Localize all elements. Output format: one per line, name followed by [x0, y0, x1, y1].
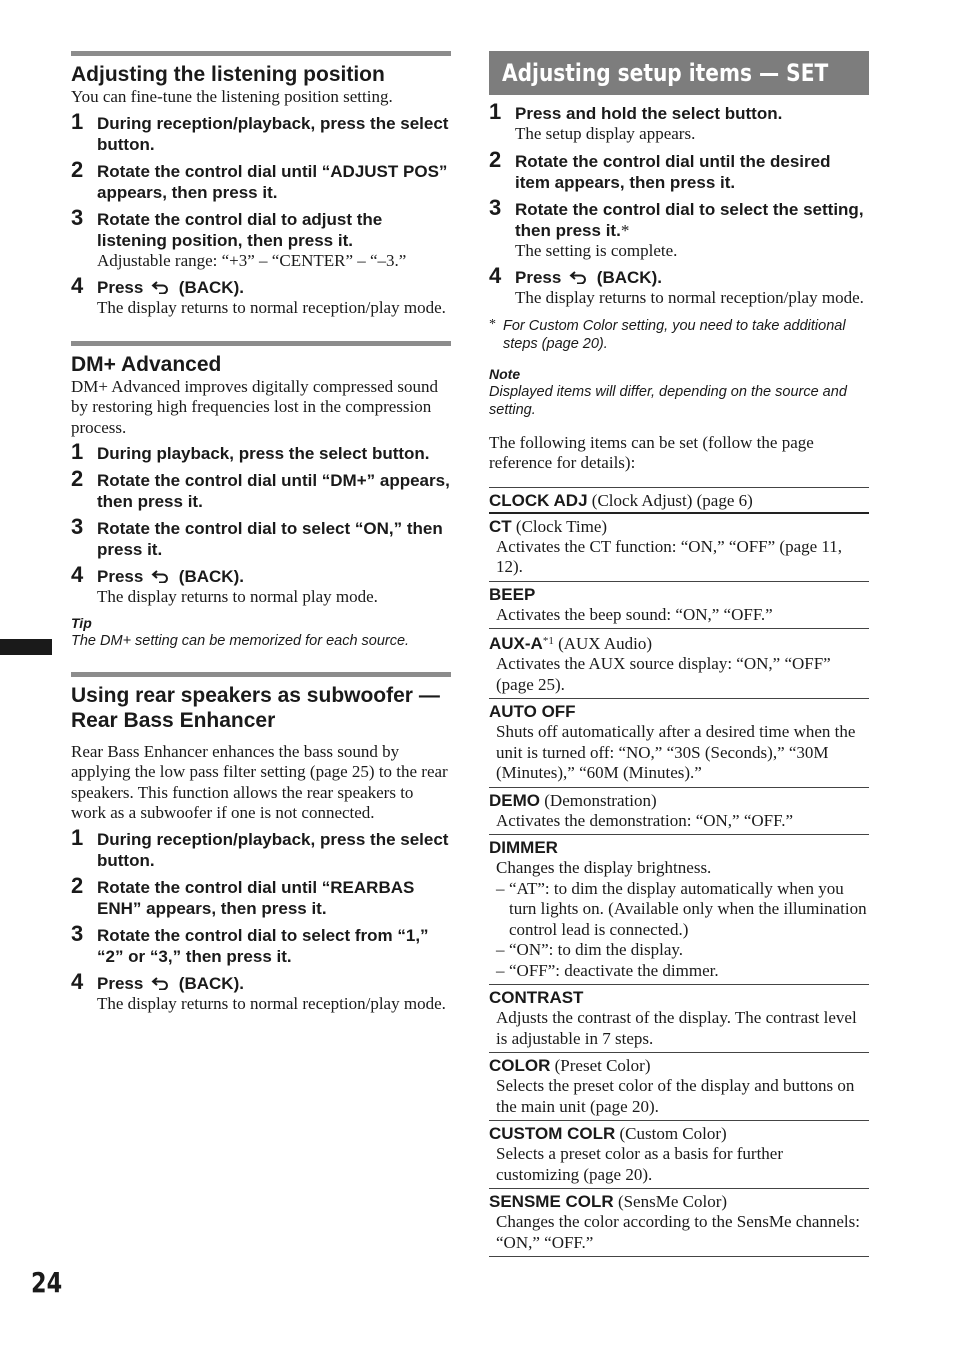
footnote-text: For Custom Color setting, you need to take additional steps (page 20).	[503, 317, 846, 352]
item-subtitle: (SensMe Color)	[613, 1192, 728, 1211]
step	[489, 194, 869, 262]
item-subtitle: (Clock Time)	[511, 516, 608, 536]
step-heading	[97, 973, 451, 994]
step-heading: Rotate the control dial to select “ON,” then press it.	[97, 519, 443, 559]
step-body: Adjustable range: “+3” – “CENTER” – “–3.”	[97, 250, 407, 270]
banner-title: Adjusting setup items — SET	[502, 59, 829, 87]
step-number: 3	[71, 514, 84, 539]
step-heading: Rotate the control dial until “DM+” appears, then press it.	[97, 471, 450, 511]
step-number: 1	[71, 108, 84, 134]
back-label: (BACK).	[178, 278, 244, 297]
back-arrow-icon	[151, 569, 171, 583]
note-text: Displayed items will differ, depending on the source and setting.	[489, 383, 847, 418]
step-heading: Press and hold the select button.	[515, 104, 783, 123]
section-intro: Rear Bass Enhancer enhances the bass sound by applying the low pass filter setting (page 25) to the rear speakers. This function allows the rear speakers to work as a subwoofer if one is not connected.	[71, 741, 448, 822]
item-title	[489, 490, 869, 511]
setup-item	[489, 985, 869, 1053]
tip-label: Tip	[71, 614, 92, 631]
footnote-mark: *	[489, 316, 496, 332]
item-title	[489, 701, 869, 722]
step	[71, 108, 451, 155]
step	[71, 273, 451, 319]
step	[71, 920, 451, 967]
step-number: 1	[71, 439, 84, 464]
step-number: 3	[71, 920, 84, 946]
item-subtitle: (Custom Color)	[615, 1124, 727, 1143]
step-number: 1	[71, 824, 84, 850]
footnote	[489, 317, 869, 353]
step-number: 2	[71, 872, 84, 898]
setup-item	[489, 1189, 869, 1257]
item-footnote-ref: *1	[542, 635, 554, 647]
step-number: 1	[489, 99, 502, 124]
back-label: (BACK).	[178, 973, 244, 993]
setup-item	[489, 582, 869, 630]
item-name: CUSTOM COLR	[489, 1124, 616, 1143]
step-number: 3	[71, 204, 84, 230]
setup-item	[489, 1121, 869, 1189]
back-label: (BACK).	[596, 268, 662, 287]
press-label: Press	[97, 567, 144, 586]
step	[489, 263, 869, 309]
step-number: 2	[71, 156, 84, 182]
item-description: Activates the CT function: “ON,” “OFF” (page 11, 12).	[496, 536, 843, 576]
note	[489, 365, 869, 419]
item-title	[489, 584, 869, 605]
step-number: 4	[489, 263, 502, 288]
item-name: AUTO OFF	[489, 702, 576, 721]
setup-item	[489, 1053, 869, 1121]
item-name: DIMMER	[489, 838, 558, 857]
item-description: Adjusts the contrast of the display. The contrast level is adjustable in 7 steps.	[496, 1008, 857, 1048]
step-heading	[97, 277, 451, 298]
item-name: CONTRAST	[489, 988, 584, 1007]
setup-item	[489, 788, 869, 836]
item-subtitle: (Clock Adjust) (page 6)	[587, 490, 753, 510]
press-label: Press	[97, 973, 144, 993]
step	[489, 99, 869, 145]
item-subtitle: (Preset Color)	[550, 1056, 651, 1075]
setup-item	[489, 699, 869, 788]
step-heading: During playback, press the select button.	[97, 444, 430, 463]
dm-advanced-section	[71, 341, 451, 650]
press-label: Press	[97, 278, 144, 297]
item-title	[489, 837, 869, 858]
items-intro: The following items can be set (follow the page reference for details):	[489, 432, 814, 472]
left-column	[71, 51, 451, 1036]
tip-text: The DM+ setting can be memorized for each source.	[71, 632, 410, 649]
step-number: 4	[71, 273, 84, 298]
step-heading: During reception/playback, press the select button.	[97, 113, 449, 154]
setup-item	[489, 514, 869, 582]
item-name: CT	[489, 516, 512, 536]
step-heading: Rotate the control dial until “REARBAS ENH” appears, then press it.	[97, 877, 415, 918]
step	[71, 439, 451, 464]
item-subtitle: (Demonstration)	[540, 790, 657, 810]
step	[71, 968, 451, 1015]
set-section-banner	[489, 51, 869, 95]
item-name: COLOR	[489, 1056, 551, 1075]
page-number: 24	[31, 1266, 63, 1299]
step-heading	[97, 566, 451, 587]
dimmer-option: – “ON”: to dim the display.	[496, 940, 869, 961]
listening-position-section	[71, 51, 451, 319]
step	[71, 514, 451, 560]
step-heading: During reception/playback, press the select button.	[97, 829, 449, 870]
section-rule	[71, 341, 451, 346]
dimmer-options	[489, 879, 869, 982]
item-title	[489, 1123, 869, 1144]
rear-bass-section	[71, 672, 451, 1015]
section-title: Adjusting the listening position	[71, 63, 385, 86]
section-title: DM+ Advanced	[71, 352, 222, 376]
step-body: The setting is complete.	[515, 240, 678, 260]
item-title	[489, 987, 869, 1008]
step	[71, 466, 451, 512]
item-description: Changes the color according to the SensMe channels: “ON,” “OFF.”	[496, 1212, 860, 1252]
step-heading	[515, 199, 869, 241]
setup-item	[489, 835, 869, 985]
step	[71, 872, 451, 919]
step	[71, 824, 451, 871]
dimmer-option: – “OFF”: deactivate the dimmer.	[496, 961, 869, 982]
setup-item	[489, 629, 869, 699]
step	[489, 146, 869, 193]
step	[71, 156, 451, 203]
press-label: Press	[515, 268, 562, 287]
step-number: 2	[71, 466, 84, 491]
section-title: Using rear speakers as subwoofer — Rear Bass Enhancer	[71, 683, 440, 732]
step-number: 4	[71, 562, 84, 587]
section-intro: You can fine-tune the listening position setting.	[71, 87, 393, 106]
dimmer-option: – “AT”: to dim the display automatically when you turn lights on. (Available only when the illumination control lead is connected.)	[496, 879, 869, 941]
step-body: The setup display appears.	[515, 124, 696, 143]
step-number: 3	[489, 194, 502, 220]
item-title	[489, 631, 869, 654]
right-column	[489, 51, 869, 1257]
footnote-ref: *	[620, 220, 630, 240]
item-title	[489, 1191, 869, 1212]
item-name: BEEP	[489, 584, 536, 604]
step-heading: Rotate the control dial to adjust the listening position, then press it.	[97, 209, 383, 250]
section-rule	[71, 672, 451, 677]
step	[71, 204, 451, 272]
item-title	[489, 790, 869, 811]
back-arrow-icon	[569, 270, 589, 284]
item-description: Activates the AUX source display: “ON,” “OFF” (page 25).	[496, 654, 831, 694]
item-title	[489, 1055, 869, 1076]
thumb-index-tab	[0, 639, 52, 655]
item-description: Shuts off automatically after a desired time when the unit is turned off: “NO,” “30S (Seconds),” “30M (Minutes),” “60M (Minutes).”	[496, 722, 856, 782]
step-body: The display returns to normal reception/play mode.	[515, 288, 864, 307]
step-number: 2	[489, 146, 502, 172]
step-heading	[515, 267, 869, 288]
step	[71, 562, 451, 608]
note-label: Note	[489, 365, 521, 382]
setup-item	[489, 488, 869, 514]
step-heading: Rotate the control dial until the desired item appears, then press it.	[515, 151, 831, 192]
step-heading: Rotate the control dial until “ADJUST POS” appears, then press it.	[97, 161, 448, 202]
setup-items-table	[489, 487, 869, 1258]
item-description: Changes the display brightness.	[496, 858, 712, 877]
item-title	[489, 516, 869, 537]
step-heading: Rotate the control dial to select from “1,” “2” or “3,” then press it.	[97, 925, 429, 966]
item-description: Selects a preset color as a basis for further customizing (page 20).	[496, 1144, 783, 1184]
item-description: Selects the preset color of the display and buttons on the main unit (page 20).	[496, 1076, 855, 1116]
item-description: Activates the beep sound: “ON,” “OFF.”	[496, 604, 773, 624]
back-arrow-icon	[151, 280, 171, 294]
item-subtitle: (AUX Audio)	[553, 634, 653, 653]
item-description: Activates the demonstration: “ON,” “OFF.”	[496, 810, 794, 830]
step-body: The display returns to normal reception/play mode.	[97, 298, 446, 317]
item-name: DEMO	[489, 790, 540, 810]
item-name: AUX-A	[489, 634, 543, 653]
back-arrow-icon	[151, 976, 171, 990]
step-body: The display returns to normal play mode.	[97, 587, 378, 606]
step-heading-text: Rotate the control dial to select the setting, then press it.	[515, 199, 864, 240]
step-number: 4	[71, 968, 84, 994]
item-name: CLOCK ADJ	[489, 490, 588, 510]
section-intro: DM+ Advanced improves digitally compressed sound by restoring high frequencies lost in the compression process.	[71, 376, 439, 437]
item-name: SENSME COLR	[489, 1192, 614, 1211]
step-body: The display returns to normal reception/play mode.	[97, 993, 446, 1013]
back-label: (BACK).	[178, 567, 244, 586]
section-rule	[71, 51, 451, 56]
